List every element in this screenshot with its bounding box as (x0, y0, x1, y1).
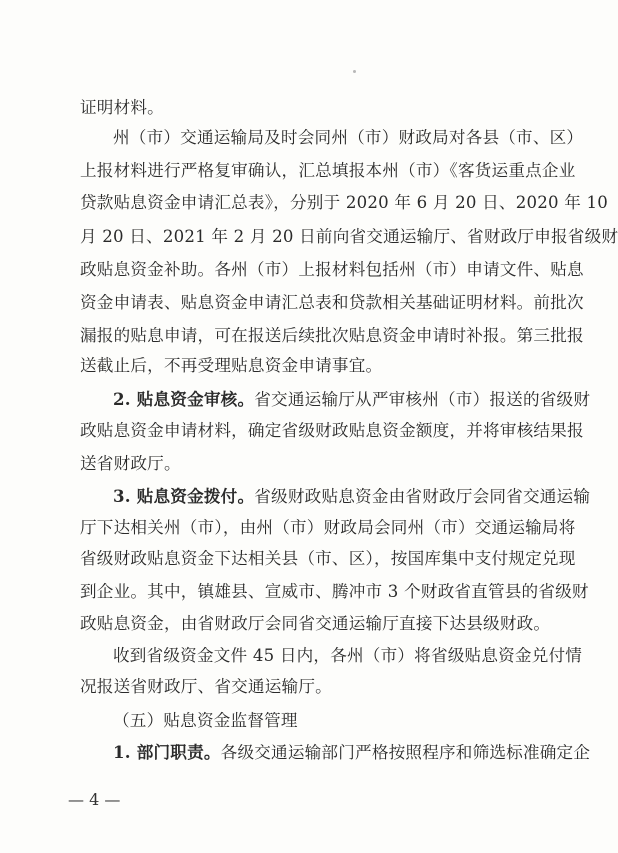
section-heading: 2. 贴息资金审核。 (113, 389, 255, 409)
body-line: 政贴息资金，由省财政厅会同省交通运输厅直接下达县级财政。 (80, 614, 551, 633)
body-line: 月 20 日、2021 年 2 月 20 日前向省交通运输厅、省财政厅申报省级财 (80, 227, 618, 246)
body-line: 收到省级资金文件 45 日内，各州（市）将省级贴息资金兑付情 (113, 646, 583, 665)
body-line: 政贴息资金申请材料，确定省级财政贴息资金额度，并将审核结果报 (80, 421, 584, 440)
section-heading: 1. 部门职责。 (113, 742, 221, 762)
section-3-heading-line: 3. 贴息资金拨付。省级财政贴息资金由省财政厅会同省交通运输 (113, 486, 591, 506)
section-1-heading-line: 1. 部门职责。各级交通运输部门严格按照程序和筛选标准确定企 (113, 742, 591, 762)
body-line: 送截止后，不再受理贴息资金申请事宜。 (80, 356, 383, 375)
body-line: 政贴息资金补助。各州（市）上报材料包括州（市）申请文件、贴息 (80, 260, 584, 279)
body-line: 到企业。其中，镇雄县、宣威市、腾冲市 3 个财政省直管县的省级财 (80, 582, 589, 601)
body-line: 州（市）交通运输局及时会同州（市）财政局对各县（市、区） (113, 128, 584, 147)
body-line: 厅下达相关州（市），由州（市）财政局会同州（市）交通运输局将 (80, 518, 576, 537)
body-line: 漏报的贴息申请，可在报送后续批次贴息资金申请时补报。第三批报 (80, 326, 584, 345)
section-2-heading-line: 2. 贴息资金审核。省交通运输厅从严审核州（市）报送的省级财 (113, 389, 591, 409)
body-line: 贷款贴息资金申请汇总表》，分别于 2020 年 6 月 20 日、2020 年 10 (80, 193, 609, 212)
body-line: 况报送省财政厅、省交通运输厅。 (80, 677, 332, 696)
subsection-heading: （五）贴息资金监督管理 (113, 711, 298, 730)
body-line: 上报材料进行严格复审确认，汇总填报本州（市）《客货运重点企业 (80, 161, 576, 180)
body-line: 省级财政贴息资金下达相关县（市、区），按国库集中支付规定兑现 (80, 549, 576, 568)
page-number: — 4 — (68, 790, 121, 809)
scan-speck (353, 70, 356, 73)
body-line: 资金申请表、贴息资金申请汇总表和贷款相关基础证明材料。前批次 (80, 293, 584, 312)
section-heading: 3. 贴息资金拨付。 (113, 486, 255, 506)
body-line: 送省财政厅。 (80, 454, 181, 473)
body-line: 证明材料。 (80, 98, 164, 117)
